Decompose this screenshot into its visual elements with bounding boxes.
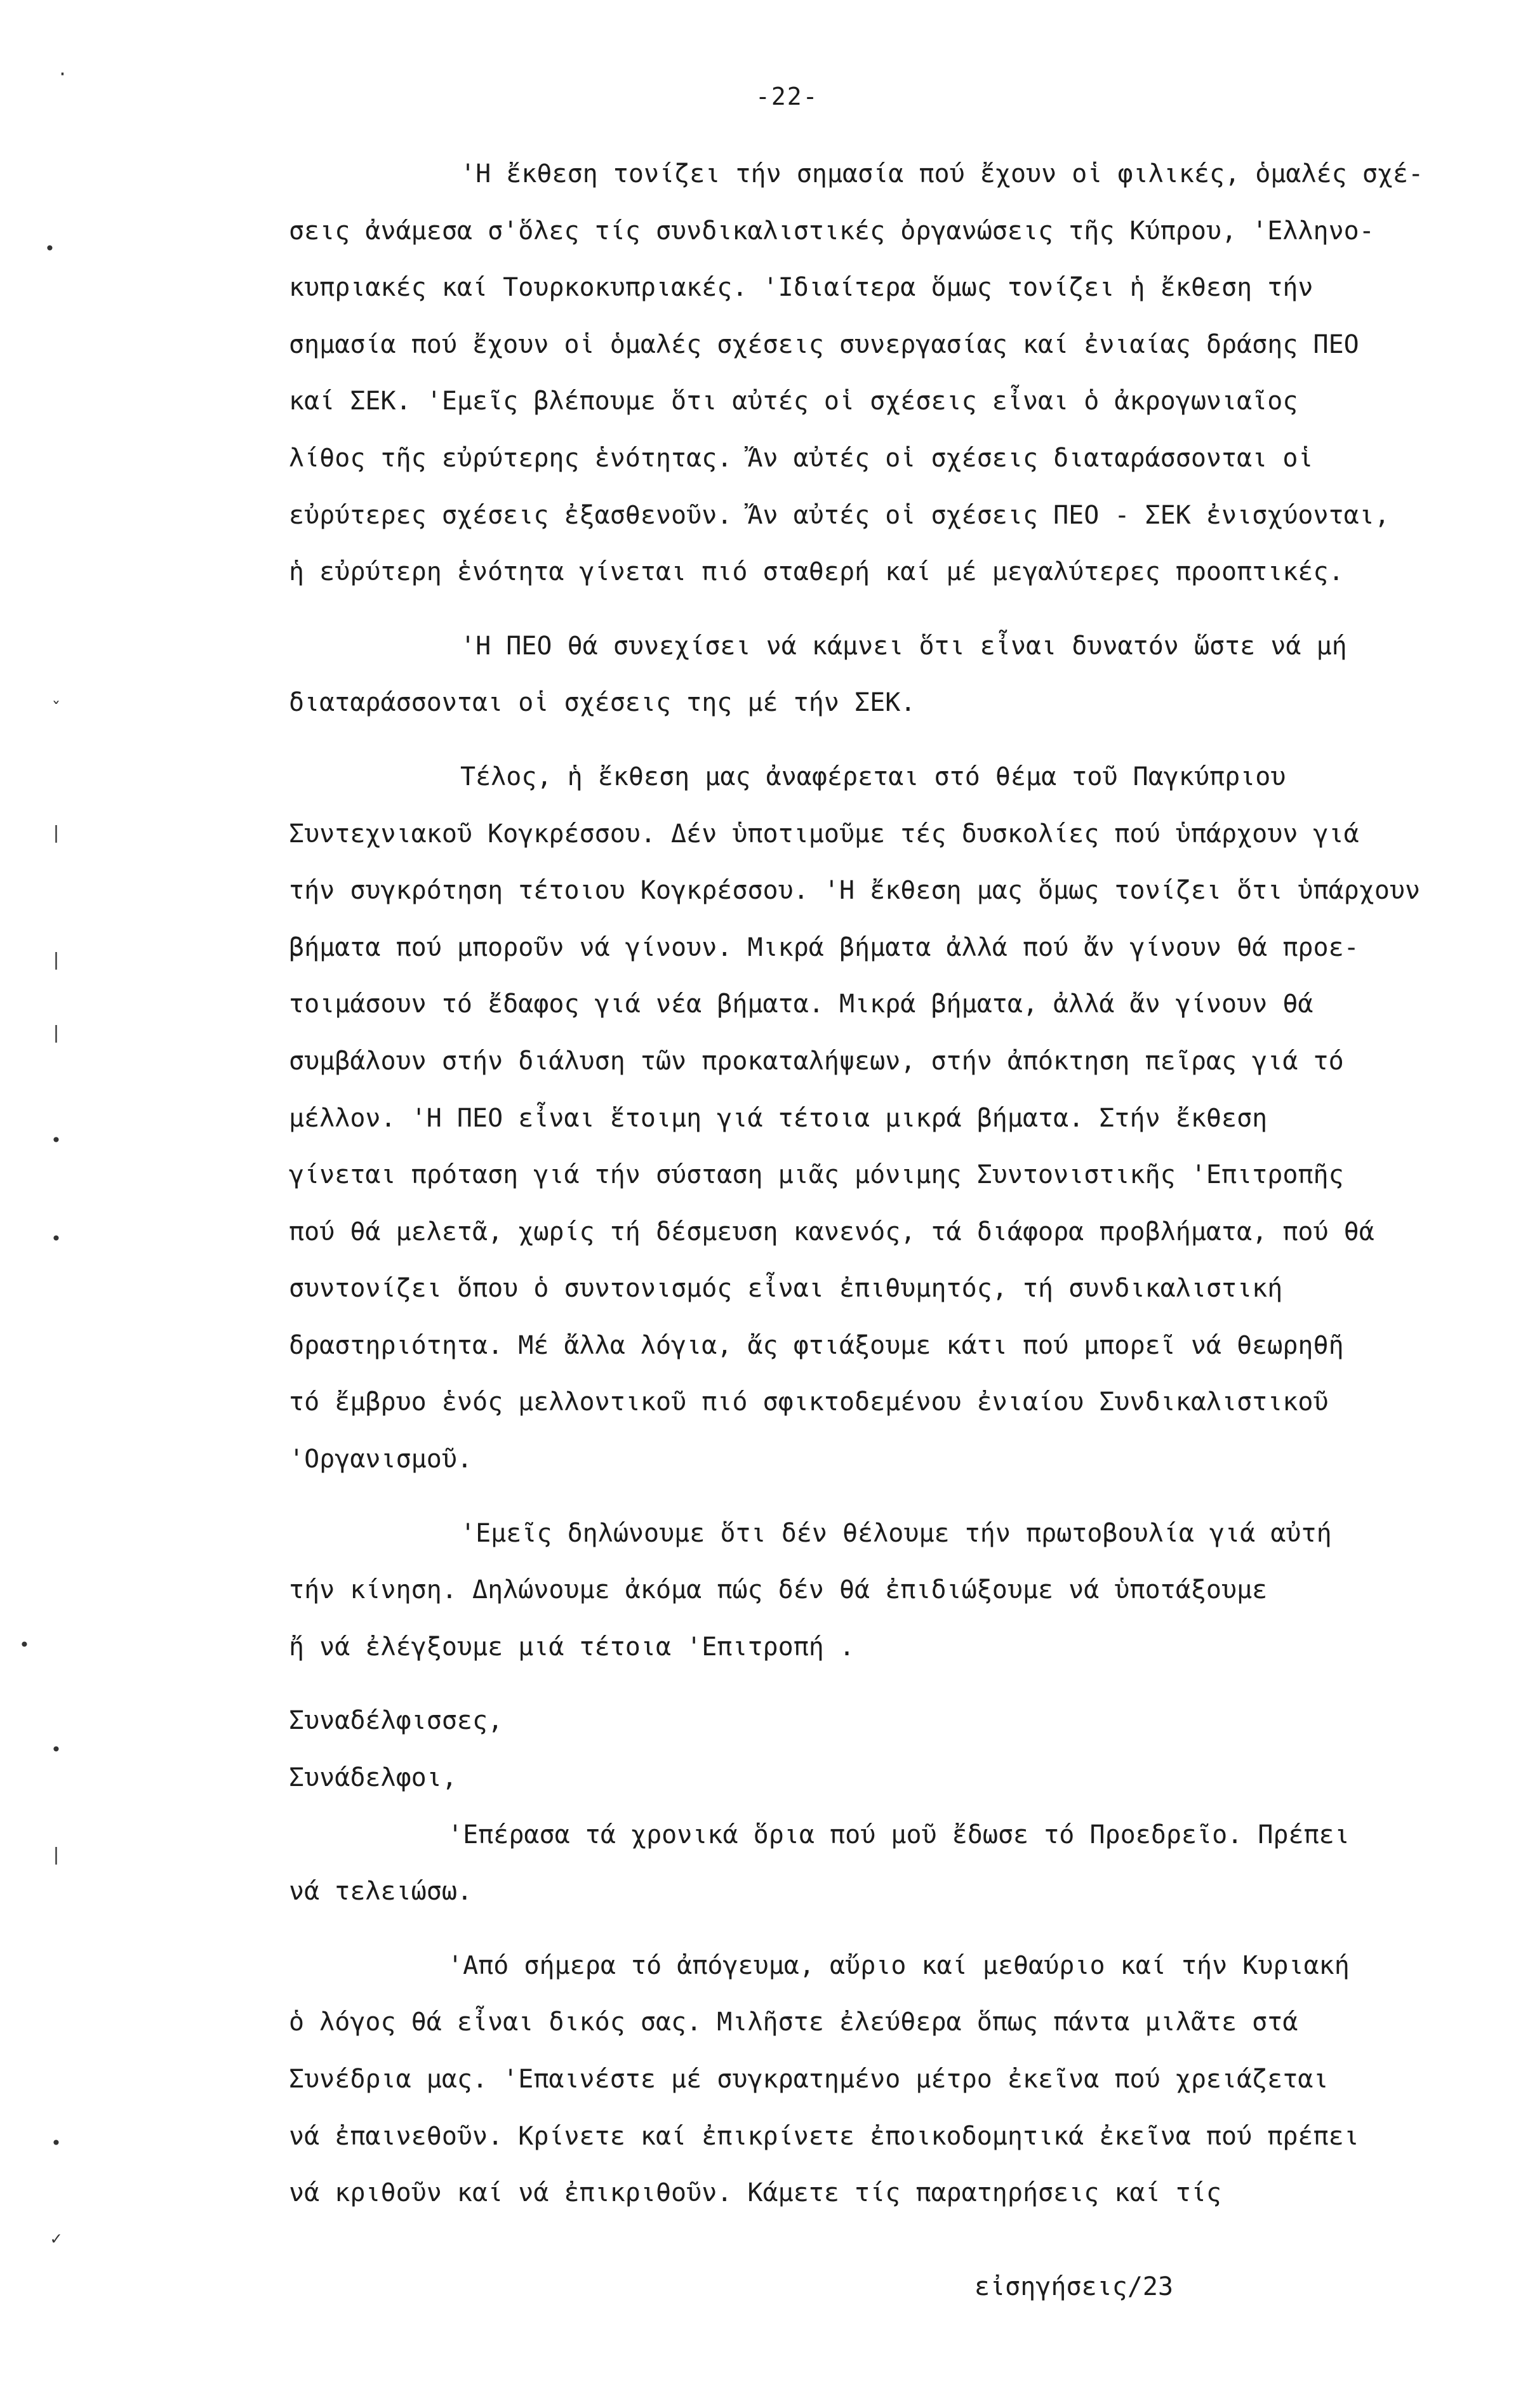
text-line: τήν συγκρότηση τέτοιου Κογκρέσσου. 'Η ἔκθεση μας ὅμως τονίζει ὅτι ὑπάρχουν xyxy=(289,876,1421,906)
text-line: νά τελειώσω. xyxy=(289,1877,472,1907)
text-line: Συνέδρια μας. 'Επαινέστε μέ συγκρατημένο μέτρο ἐκεῖνα πού χρειάζεται xyxy=(289,2065,1329,2094)
scan-speck: · xyxy=(57,63,68,84)
scan-speck: | xyxy=(51,949,62,970)
scan-speck: • xyxy=(51,2133,62,2153)
text-line: σεις ἀνάμεσα σ'ὅλες τίς συνδικαλιστικές ὀργανώσεις τῆς Κύπρου, 'Ελληνο- xyxy=(289,216,1374,246)
text-line: 'Επέρασα τά χρονικά ὅρια πού μοῦ ἔδωσε τό Προεδρεῖο. Πρέπει xyxy=(448,1820,1350,1849)
text-line: νά ἐπαινεθοῦν. Κρίνετε καί ἐπικρίνετε ἐποικοδομητικά ἐκεῖνα πού πρέπει xyxy=(289,2121,1359,2151)
text-line: 'Εμεῖς δηλώνουμε ὅτι δέν θέλουμε τήν πρωτοβουλία γιά αὐτή xyxy=(460,1518,1332,1548)
scan-speck: • xyxy=(51,1130,62,1151)
scan-speck: • xyxy=(44,238,55,259)
text-line: συμβάλουν στήν διάλυση τῶν προκαταλήψεων, στήν ἀπόκτηση πεῖρας γιά τό xyxy=(289,1046,1344,1076)
text-line: ἡ εὐρύτερη ἑνότητα γίνεται πιό σταθερή καί μέ μεγαλύτερες προοπτικές. xyxy=(289,557,1344,587)
text-line: πού θά μελετᾶ, χωρίς τή δέσμευση κανενός, τά διάφορα προβλήματα, πού θά xyxy=(289,1217,1374,1247)
text-line: ὁ λόγος θά εἶναι δικός σας. Μιλῆστε ἐλεύθερα ὅπως πάντα μιλᾶτε στά xyxy=(289,2008,1298,2037)
scan-speck: ✓ xyxy=(51,2228,62,2249)
text-line: 'Οργανισμοῦ. xyxy=(289,1445,472,1474)
text-line: τό ἔμβρυο ἑνός μελλοντικοῦ πιό σφικτοδεμένου ἐνιαίου Συνδικαλιστικοῦ xyxy=(289,1387,1329,1417)
paragraph-peo-sek xyxy=(289,618,1495,732)
text-line: τοιμάσουν τό ἔδαφος γιά νέα βήματα. Μικρά βήματα, ἀλλά ἄν γίνουν θά xyxy=(289,989,1313,1019)
text-line: καί ΣΕΚ. 'Εμεῖς βλέπουμε ὅτι αὐτές οἱ σχέσεις εἶναι ὁ ἀκρογωνιαῖος xyxy=(289,387,1298,416)
text-line: 'Η ΠΕΟ θά συνεχίσει νά κάμνει ὅτι εἶναι δυνατόν ὥστε νά μή xyxy=(460,631,1347,661)
paragraph-congress xyxy=(289,749,1495,1488)
scan-speck: • xyxy=(51,1739,62,1760)
salutation xyxy=(289,1693,1495,1806)
scan-speck: | xyxy=(51,1022,62,1043)
text-line: λίθος τῆς εὐρύτερης ἑνότητας. Ἄν αὐτές οἱ σχέσεις διαταράσσονται οἱ xyxy=(289,443,1313,473)
scan-speck: | xyxy=(51,1844,62,1865)
scan-speck: • xyxy=(19,1634,30,1655)
text-line: Συνάδελφοι, xyxy=(289,1763,457,1793)
page-number: -22- xyxy=(755,83,819,110)
text-line: Συναδέλφισσες, xyxy=(289,1706,503,1736)
text-line: δραστηριότητα. Μέ ἄλλα λόγια, ἄς φτιάξουμε κάτι πού μπορεῖ νά θεωρηθῆ xyxy=(289,1330,1344,1360)
text-line: μέλλον. 'Η ΠΕΟ εἶναι ἕτοιμη γιά τέτοια μικρά βήματα. Στήν ἔκθεση xyxy=(289,1103,1268,1133)
scan-speck: | xyxy=(51,822,62,843)
text-line: νά κριθοῦν καί νά ἐπικριθοῦν. Κάμετε τίς παρατηρήσεις καί τίς xyxy=(289,2178,1222,2208)
scan-speck: • xyxy=(51,1228,62,1249)
paragraph-closing xyxy=(289,1938,1495,2222)
catchword: εἰσηγήσεις/23 xyxy=(974,2272,1174,2301)
text-line: γίνεται πρόταση γιά τήν σύσταση μιᾶς μόνιμης Συντονιστικῆς 'Επιτροπῆς xyxy=(289,1160,1344,1190)
document-body xyxy=(289,146,1495,2222)
text-line: τήν κίνηση. Δηλώνουμε ἀκόμα πώς δέν θά ἐπιδιώξουμε νά ὑποτάξουμε xyxy=(289,1575,1268,1605)
text-line: Τέλος, ἡ ἔκθεση μας ἀναφέρεται στό θέμα τοῦ Παγκύπριου xyxy=(460,762,1286,791)
paragraph-report-relations xyxy=(289,146,1495,601)
text-line: Συντεχνιακοῦ Κογκρέσσου. Δέν ὑποτιμοῦμε τές δυσκολίες πού ὑπάρχουν γιά xyxy=(289,819,1359,849)
text-line: 'Από σήμερα τό ἀπόγευμα, αὔριο καί μεθαύριο καί τήν Κυριακή xyxy=(448,1950,1350,1980)
scan-speck: ˇ xyxy=(51,698,62,719)
text-line: ἤ νά ἐλέγξουμε μιά τέτοια 'Επιτροπή . xyxy=(289,1632,855,1662)
paragraph-time-limit xyxy=(289,1807,1495,1921)
text-line: 'Η ἔκθεση τονίζει τήν σημασία πού ἔχουν οἱ φιλικές, ὁμαλές σχέ- xyxy=(460,159,1424,189)
text-line: σημασία πού ἔχουν οἱ ὁμαλές σχέσεις συνεργασίας καί ἐνιαίας δράσης ΠΕΟ xyxy=(289,329,1359,359)
paragraph-initiative xyxy=(289,1505,1495,1676)
text-line: διαταράσσονται οἱ σχέσεις της μέ τήν ΣΕΚ. xyxy=(289,688,916,718)
text-line: εὐρύτερες σχέσεις ἐξασθενοῦν. Ἄν αὐτές οἱ σχέσεις ΠΕΟ - ΣΕΚ ἐνισχύονται, xyxy=(289,500,1390,530)
text-line: βήματα πού μποροῦν νά γίνουν. Μικρά βήματα ἀλλά πού ἄν γίνουν θά προε- xyxy=(289,932,1359,962)
text-line: κυπριακές καί Τουρκοκυπριακές. 'Ιδιαίτερα ὅμως τονίζει ἡ ἔκθεση τήν xyxy=(289,273,1313,303)
text-line: συντονίζει ὅπου ὁ συντονισμός εἶναι ἐπιθυμητός, τή συνδικαλιστική xyxy=(289,1274,1283,1304)
